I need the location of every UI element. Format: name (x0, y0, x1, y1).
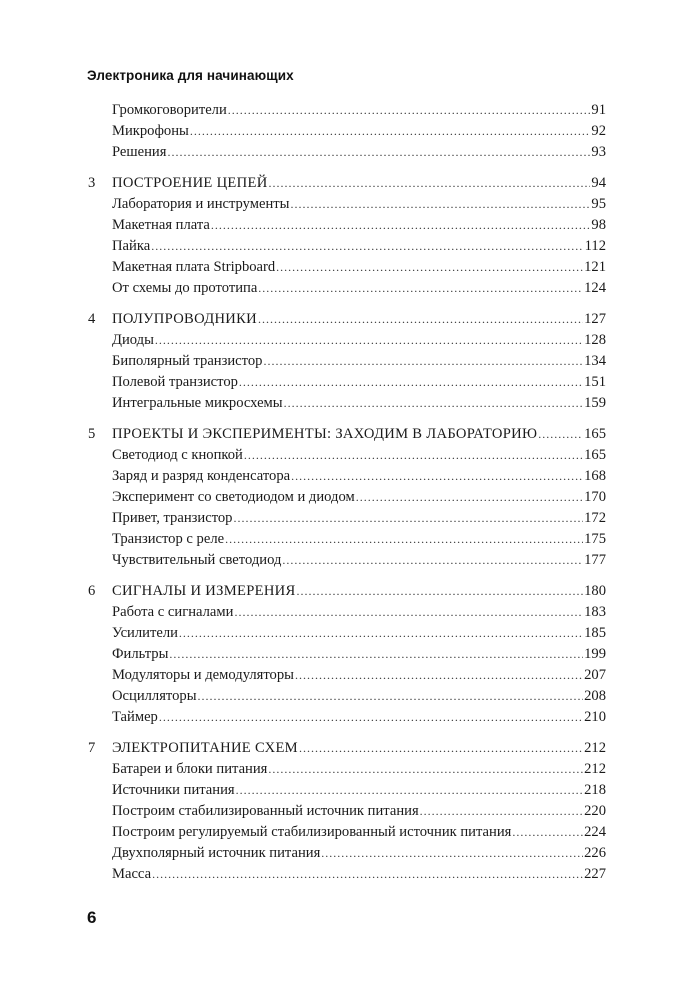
toc-section (88, 309, 606, 414)
page-reference: 98 (591, 217, 606, 233)
toc-entry-row[interactable] (88, 100, 606, 121)
toc-section (88, 424, 606, 571)
page-reference: 226 (584, 845, 606, 861)
dot-leader (236, 780, 583, 801)
dot-leader (244, 445, 583, 466)
entry-title: Громкоговорители (112, 102, 227, 118)
page-reference: 159 (584, 395, 606, 411)
toc-chapter-row[interactable] (88, 173, 606, 194)
toc-entry-row[interactable] (88, 623, 606, 644)
entry-title: Полевой транзистор (112, 374, 238, 390)
toc-entry-row[interactable] (88, 822, 606, 843)
dot-leader (268, 759, 583, 780)
chapter-title: ПОЛУПРОВОДНИКИ (112, 311, 258, 327)
entry-title: Усилители (112, 625, 178, 641)
entry-title: Построим регулируемый стабилизированный источник питания (112, 824, 512, 840)
dot-leader (258, 309, 583, 330)
page-reference: 180 (584, 583, 606, 599)
chapter-number: 4 (88, 311, 96, 327)
page-reference: 218 (584, 782, 606, 798)
page-reference: 165 (584, 426, 606, 442)
entry-title: Биполярный транзистор (112, 353, 263, 369)
entry-title: Осцилляторы (112, 688, 197, 704)
toc-chapter-row[interactable] (88, 309, 606, 330)
dot-leader (276, 257, 583, 278)
entry-title: Диоды (112, 332, 154, 348)
page-reference: 121 (584, 259, 606, 275)
page-reference: 199 (584, 646, 606, 662)
entry-title: Привет, транзистор (112, 510, 233, 526)
toc-entry-row[interactable] (88, 508, 606, 529)
page-reference: 175 (584, 531, 606, 547)
dot-leader (538, 424, 583, 445)
toc-entry-row[interactable] (88, 278, 606, 299)
page-reference: 93 (591, 144, 606, 160)
dot-leader (155, 330, 583, 351)
entry-title: Двухполярный источник питания (112, 845, 321, 861)
toc-chapter-row[interactable] (88, 738, 606, 759)
toc-entry-row[interactable] (88, 257, 606, 278)
toc-chapter-row[interactable] (88, 581, 606, 602)
chapter-number: 6 (88, 583, 96, 599)
dot-leader (228, 100, 591, 121)
entry-title: Макетная плата (112, 217, 210, 233)
toc-entry-row[interactable] (88, 351, 606, 372)
page-reference: 165 (584, 447, 606, 463)
dot-leader (282, 550, 583, 571)
dot-leader (152, 864, 583, 885)
toc-entry-row[interactable] (88, 393, 606, 414)
chapter-title: ПРОЕКТЫ И ЭКСПЕРИМЕНТЫ: ЗАХОДИМ В ЛАБОРАТОРИЮ (112, 426, 538, 442)
toc-entry-row[interactable] (88, 445, 606, 466)
page-reference: 177 (584, 552, 606, 568)
toc-entry-row[interactable] (88, 529, 606, 550)
dot-leader (258, 278, 583, 299)
entry-title: Пайка (112, 238, 151, 254)
entry-title: Светодиод с кнопкой (112, 447, 243, 463)
dot-leader (190, 121, 591, 142)
dot-leader (225, 529, 583, 550)
dot-leader (269, 173, 591, 194)
running-head: Электроника для начинающих (87, 68, 294, 83)
entry-title: Модуляторы и демодуляторы (112, 667, 294, 683)
toc-entry-row[interactable] (88, 372, 606, 393)
entry-title: Макетная плата Stripboard (112, 259, 276, 275)
entry-title: Лаборатория и инструменты (112, 196, 290, 212)
entry-title: Батареи и блоки питания (112, 761, 268, 777)
toc-entry-row[interactable] (88, 759, 606, 780)
toc-entry-row[interactable] (88, 466, 606, 487)
dot-leader (356, 487, 583, 508)
dot-leader (512, 822, 583, 843)
toc-entry-row[interactable] (88, 686, 606, 707)
chapter-number: 3 (88, 175, 96, 191)
page-reference: 207 (584, 667, 606, 683)
dot-leader (159, 707, 583, 728)
toc-entry-row[interactable] (88, 121, 606, 142)
toc-entry-row[interactable] (88, 644, 606, 665)
toc-chapter-row[interactable] (88, 424, 606, 445)
dot-leader (290, 194, 590, 215)
dot-leader (321, 843, 583, 864)
toc-entry-row[interactable] (88, 215, 606, 236)
page-reference: 212 (584, 740, 606, 756)
toc-section (88, 100, 606, 163)
chapter-title: СИГНАЛЫ И ИЗМЕРЕНИЯ (112, 583, 296, 599)
chapter-title: ЭЛЕКТРОПИТАНИЕ СХЕМ (112, 740, 298, 756)
entry-title: Интегральные микросхемы (112, 395, 283, 411)
dot-leader (169, 644, 583, 665)
dot-leader (420, 801, 583, 822)
page-reference: 95 (591, 196, 606, 212)
page-reference: 185 (584, 625, 606, 641)
entry-title: Таймер (112, 709, 158, 725)
dot-leader (179, 623, 583, 644)
dot-leader (211, 215, 590, 236)
page-reference: 183 (584, 604, 606, 620)
dot-leader (263, 351, 583, 372)
entry-title: Заряд и разряд конденсатора (112, 468, 291, 484)
toc-entry-row[interactable] (88, 864, 606, 885)
dot-leader (291, 466, 583, 487)
entry-title: Работа с сигналами (112, 604, 234, 620)
chapter-title: ПОСТРОЕНИЕ ЦЕПЕЙ (112, 175, 268, 191)
toc-section (88, 173, 606, 299)
page-reference: 220 (584, 803, 606, 819)
page-reference: 94 (591, 175, 606, 191)
dot-leader (167, 142, 590, 163)
toc-entry-row[interactable] (88, 602, 606, 623)
page-reference: 128 (584, 332, 606, 348)
page-reference: 151 (584, 374, 606, 390)
dot-leader (198, 686, 584, 707)
entry-title: От схемы до прототипа (112, 280, 258, 296)
page-reference: 168 (584, 468, 606, 484)
toc-entry-row[interactable] (88, 780, 606, 801)
page-number: 6 (87, 908, 97, 927)
entry-title: Фильтры (112, 646, 169, 662)
page-reference: 212 (584, 761, 606, 777)
table-of-contents (88, 100, 606, 895)
entry-title: Микрофоны (112, 123, 189, 139)
toc-entry-row[interactable] (88, 550, 606, 571)
page-reference: 224 (584, 824, 606, 840)
toc-entry-row[interactable] (88, 843, 606, 864)
page-reference: 124 (584, 280, 606, 296)
toc-entry-row[interactable] (88, 665, 606, 686)
page-reference: 227 (584, 866, 606, 882)
page-reference: 172 (584, 510, 606, 526)
entry-title: Масса (112, 866, 152, 882)
entry-title: Транзистор с реле (112, 531, 225, 547)
toc-entry-row[interactable] (88, 236, 606, 257)
entry-title: Решения (112, 144, 167, 160)
toc-entry-row[interactable] (88, 801, 606, 822)
dot-leader (284, 393, 584, 414)
page-reference: 112 (584, 238, 606, 254)
page-reference: 134 (584, 353, 606, 369)
toc-entry-row[interactable] (88, 330, 606, 351)
dot-leader (295, 665, 583, 686)
toc-entry-row[interactable] (88, 142, 606, 163)
page-reference: 208 (584, 688, 606, 704)
dot-leader (297, 581, 584, 602)
toc-section (88, 581, 606, 728)
toc-entry-row[interactable] (88, 487, 606, 508)
entry-title: Чувствительный светодиод (112, 552, 282, 568)
page-reference: 210 (584, 709, 606, 725)
toc-section (88, 738, 606, 885)
chapter-number: 5 (88, 426, 96, 442)
dot-leader (239, 372, 583, 393)
dot-leader (233, 508, 583, 529)
page-reference: 170 (584, 489, 606, 505)
page-reference: 127 (584, 311, 606, 327)
entry-title: Источники питания (112, 782, 235, 798)
entry-title: Построим стабилизированный источник питания (112, 803, 419, 819)
chapter-number: 7 (88, 740, 96, 756)
toc-entry-row[interactable] (88, 707, 606, 728)
dot-leader (299, 738, 583, 759)
page-reference: 92 (591, 123, 606, 139)
toc-entry-row[interactable] (88, 194, 606, 215)
entry-title: Эксперимент со светодиодом и диодом (112, 489, 355, 505)
dot-leader (151, 236, 583, 257)
dot-leader (234, 602, 583, 623)
page-reference: 91 (591, 102, 606, 118)
